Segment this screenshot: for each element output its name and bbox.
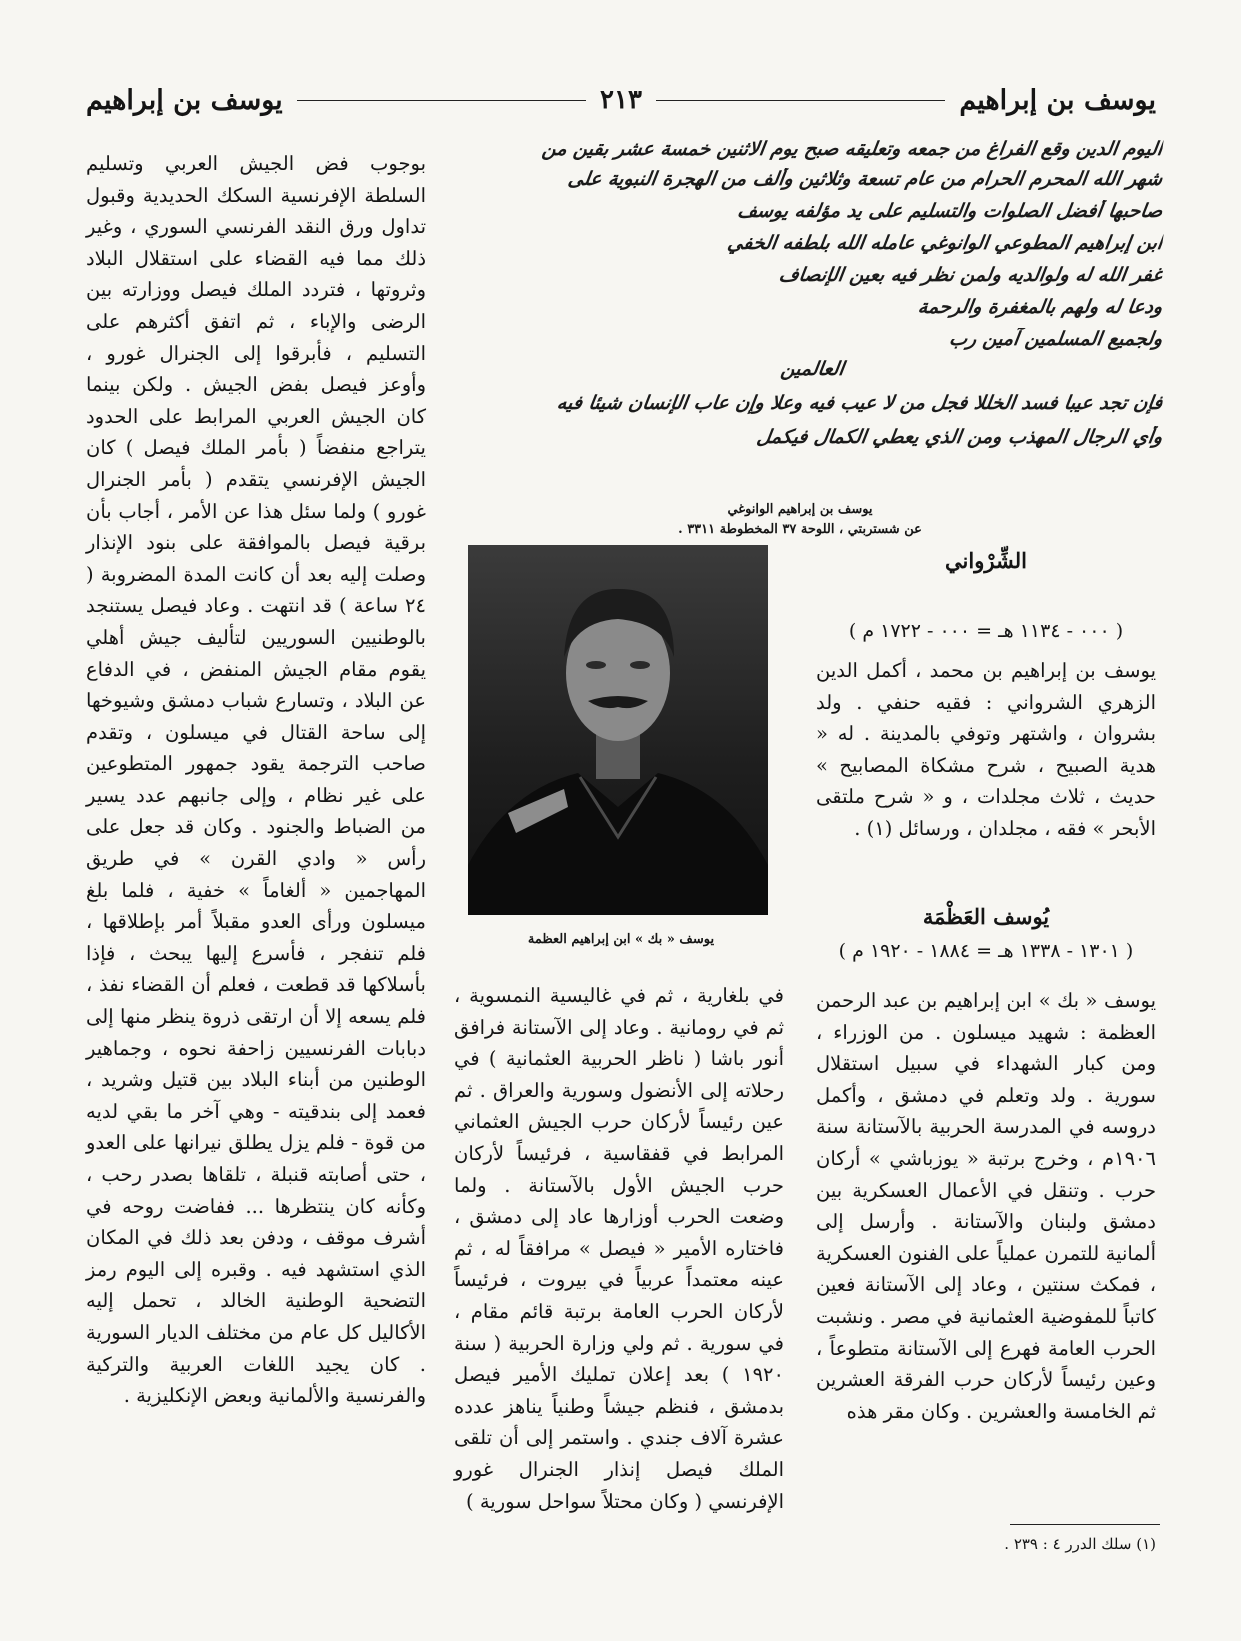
manuscript-line: ولجميع المسلمين آمين رب xyxy=(947,328,1164,350)
entry1-dates: ( ٠٠٠ - ١١٣٤ هـ = ٠٠٠ - ١٧٢٢ م ) xyxy=(848,620,1124,642)
header-rule-left xyxy=(297,100,586,101)
entry1-text: يوسف بن إبراهيم بن محمد ، أكمل الدين الزهري الشرواني : فقيه حنفي . ولد بشروان ، واشتهر وتوفي بالمدينة . له « هدية الصبيح ، شرح مشكاة المصابيح » حديث ، ثلاث مجلدات ، و « شرح ملتقى الأبحر » فقه ، مجلدان ، ورسائل (١) . xyxy=(816,659,1156,840)
portrait-photo xyxy=(468,545,768,915)
entry1-body xyxy=(816,655,1156,845)
footnote-rule xyxy=(1010,1524,1160,1525)
portrait-figure xyxy=(468,545,768,915)
manuscript-line: اليوم الدين وقع الفراغ من جمعه وتعليقه صبح يوم الاثنين خمسة عشر بقين من xyxy=(540,138,1164,160)
manuscript-caption-line1: يوسف بن إبراهيم الوانوغي xyxy=(727,502,873,517)
entry2-body-middle xyxy=(454,980,784,1517)
manuscript-line: العالمين xyxy=(779,358,846,380)
running-header xyxy=(86,82,1156,118)
photo-caption: يوسف « بك » ابن إبراهيم العظمة xyxy=(527,932,715,947)
entry1-title: الشِّرْواني xyxy=(945,548,1027,573)
entry2-dates: ( ١٣٠١ - ١٣٣٨ هـ = ١٨٨٤ - ١٩٢٠ م ) xyxy=(838,940,1134,962)
manuscript-line: وأي الرجال المهذب ومن الذي يعطي الكمال فيكمل xyxy=(755,426,1164,448)
entry2-body-right xyxy=(816,985,1156,1427)
entry2-text-left: بوجوب فض الجيش العربي وتسليم السلطة الإفرنسية السكك الحديدية وقبول تداول ورق النقد الفرنسي السوري ، وغير ذلك مما فيه القضاء على استقلال البلاد وثروتها ، فتردد الملك فيصل ووزارته بين الرضى والإباء ، ثم اتفق أكثرهم على التسليم ، فأبرقوا إلى الجنرال غورو ، وأوعز فيصل بفض الجيش . ولكن بينما كان الجيش العربي المرابط على الحدود يتراجع منفضاً ( بأمر الملك فيصل ) كان الجيش الإفرنسي يتقدم ( بأمر الجنرال غورو ) ولما سئل هذا عن الأمر ، أجاب بأن برقية فيصل بالموافقة على بنود الإنذار وصلت إليه بعد أن كانت المدة المضروبة ( ٢٤ ساعة ) قد انتهت . وعاد فيصل يستنجد بالوطنيين السوريين لتأليف جيش أهلي يقوم مقام الجيش المنفض ، في الدفاع عن البلاد ، وتسارع شباب دمشق وشيوخها إلى ساحة القتال في ميسلون ، وتقدم صاحب الترجمة يقود جمهور المتطوعين على غير نظام ، وإلى جانبهم عدد يسير من الضباط والجنود . وكان قد جعل على رأس « وادي القرن » في طريق المهاجمين « ألغاماً » خفية ، فلما بلغ ميسلون ورأى العدو مقبلاً أمر بإطلاقها ، فلم تنفجر ، فأسرع إليها يبحث ، فإذا بأسلاكها قد قطعت ، فعلم أن القضاء نفذ ، فلم يسعه إلا أن ارتقى ذروة ينظر منها إلى دبابات الفرنسيين زاحفة نحوه ، وجماهير الوطنين من أبناء البلاد بين قتيل وشريد ، فعمد إلى بندقيته - وهي آخر ما بقي لديه من قوة - فلم يزل يطلق نيرانها على العدو ، حتى أصابته قنبلة ، تلقاها بصدر رحب ، وكأنه كان ينتظرها ... ففاضت روحه في أشرف موقف ، ودفن بعد ذلك في المكان الذي استشهد فيه . وقبره إلى اليوم رمز التضحية الوطنية الخالد ، تحمل إليه الأكاليل كل عام من مختلف الديار السورية . كان يجيد اللغات العربية والتركية والفرنسية والألمانية وبعض الإنكليزية . xyxy=(86,152,426,1408)
manuscript-line: ابن إبراهيم المطوعي الوانوغي عامله الله بلطفه الخفي xyxy=(726,232,1164,254)
manuscript-caption-line2: عن شستربتي ، اللوحة ٣٧ المخطوطة ٣٣١١ . xyxy=(678,522,922,537)
manuscript-colophon xyxy=(462,136,1162,491)
entry2-text-right: يوسف « بك » ابن إبراهيم بن عبد الرحمن العظمة : شهيد ميسلون . من الوزراء ، ومن كبار الشهداء في سبيل استقلال سورية . ولد وتعلم في دمشق ، وأكمل دروسه في المدرسة الحربية بالآستانة سنة ١٩٠٦م ، وخرج برتبة « يوزباشي » أركان حرب . وتنقل في الأعمال العسكرية بين دمشق ولبنان والآستانة . وأرسل إلى ألمانية للتمرن عملياً على الفنون العسكرية ، فمكث سنتين ، وعاد إلى الآستانة فعين كاتباً للمفوضية العثمانية في مصر . ونشبت الحرب العامة فهرع إلى الآستانة متطوعاً ، وعين رئيساً لأركان حرب الفرقة العشرين ثم الخامسة والعشرين . وكان مقر هذه xyxy=(816,989,1156,1423)
entry2-body-left xyxy=(86,148,426,1412)
manuscript-line: غفر الله له ولوالديه ولمن نظر فيه بعين الإنصاف xyxy=(777,264,1164,286)
manuscript-line: ودعا له ولهم بالمغفرة والرحمة xyxy=(916,296,1164,318)
header-title-right: يوسف بن إبراهيم xyxy=(959,84,1156,116)
footnote: (١) سلك الدرر ٤ : ٢٣٩ . xyxy=(1004,1535,1156,1553)
page-number: ٢١٣ xyxy=(600,85,642,115)
header-rule-right xyxy=(656,100,945,101)
entry2-title: يُوسف العَظْمَة xyxy=(922,904,1050,929)
manuscript-line: صاحبها أفضل الصلوات والتسليم على يد مؤلفه يوسف xyxy=(735,200,1164,222)
entry2-text-middle: في بلغارية ، ثم في غاليسية النمسوية ، ثم في رومانية . وعاد إلى الآستانة فرافق أنور باشا ( ناظر الحربية العثمانية ) في رحلاته إلى الأنضول وسورية والعراق . ثم عين رئيساً لأركان حرب الجيش العثماني المرابط في قفقاسية ، فرئيساً لأركان حرب الجيش الأول بالآستانة . ولما وضعت الحرب أوزارها عاد إلى دمشق ، فاختاره الأمير « فيصل » مرافقاً له ، ثم عينه معتمداً عربياً في بيروت ، فرئيساً لأركان الحرب العامة برتبة قائم مقام ، في سورية . ثم ولي وزارة الحربية ( سنة ١٩٢٠ ) بعد إعلان تمليك الأمير فيصل بدمشق ، فنظم جيشاً وطنياً يناهز عدده عشرة آلاف جندي . واستمر إلى أن تلقى الملك فيصل إنذار الجنرال غورو الإفرنسي ( وكان محتلاً سواحل سورية ) xyxy=(454,984,784,1513)
manuscript-line: فإن تجد عيبا فسد الخللا فجل من لا عيب فيه وعلا وإن عاب الإنسان شيئا فيه xyxy=(555,392,1164,414)
manuscript-line: شهر الله المحرم الحرام من عام تسعة وثلاثين وألف من الهجرة النبوية على xyxy=(566,168,1164,190)
header-title-left: يوسف بن إبراهيم xyxy=(86,84,283,116)
